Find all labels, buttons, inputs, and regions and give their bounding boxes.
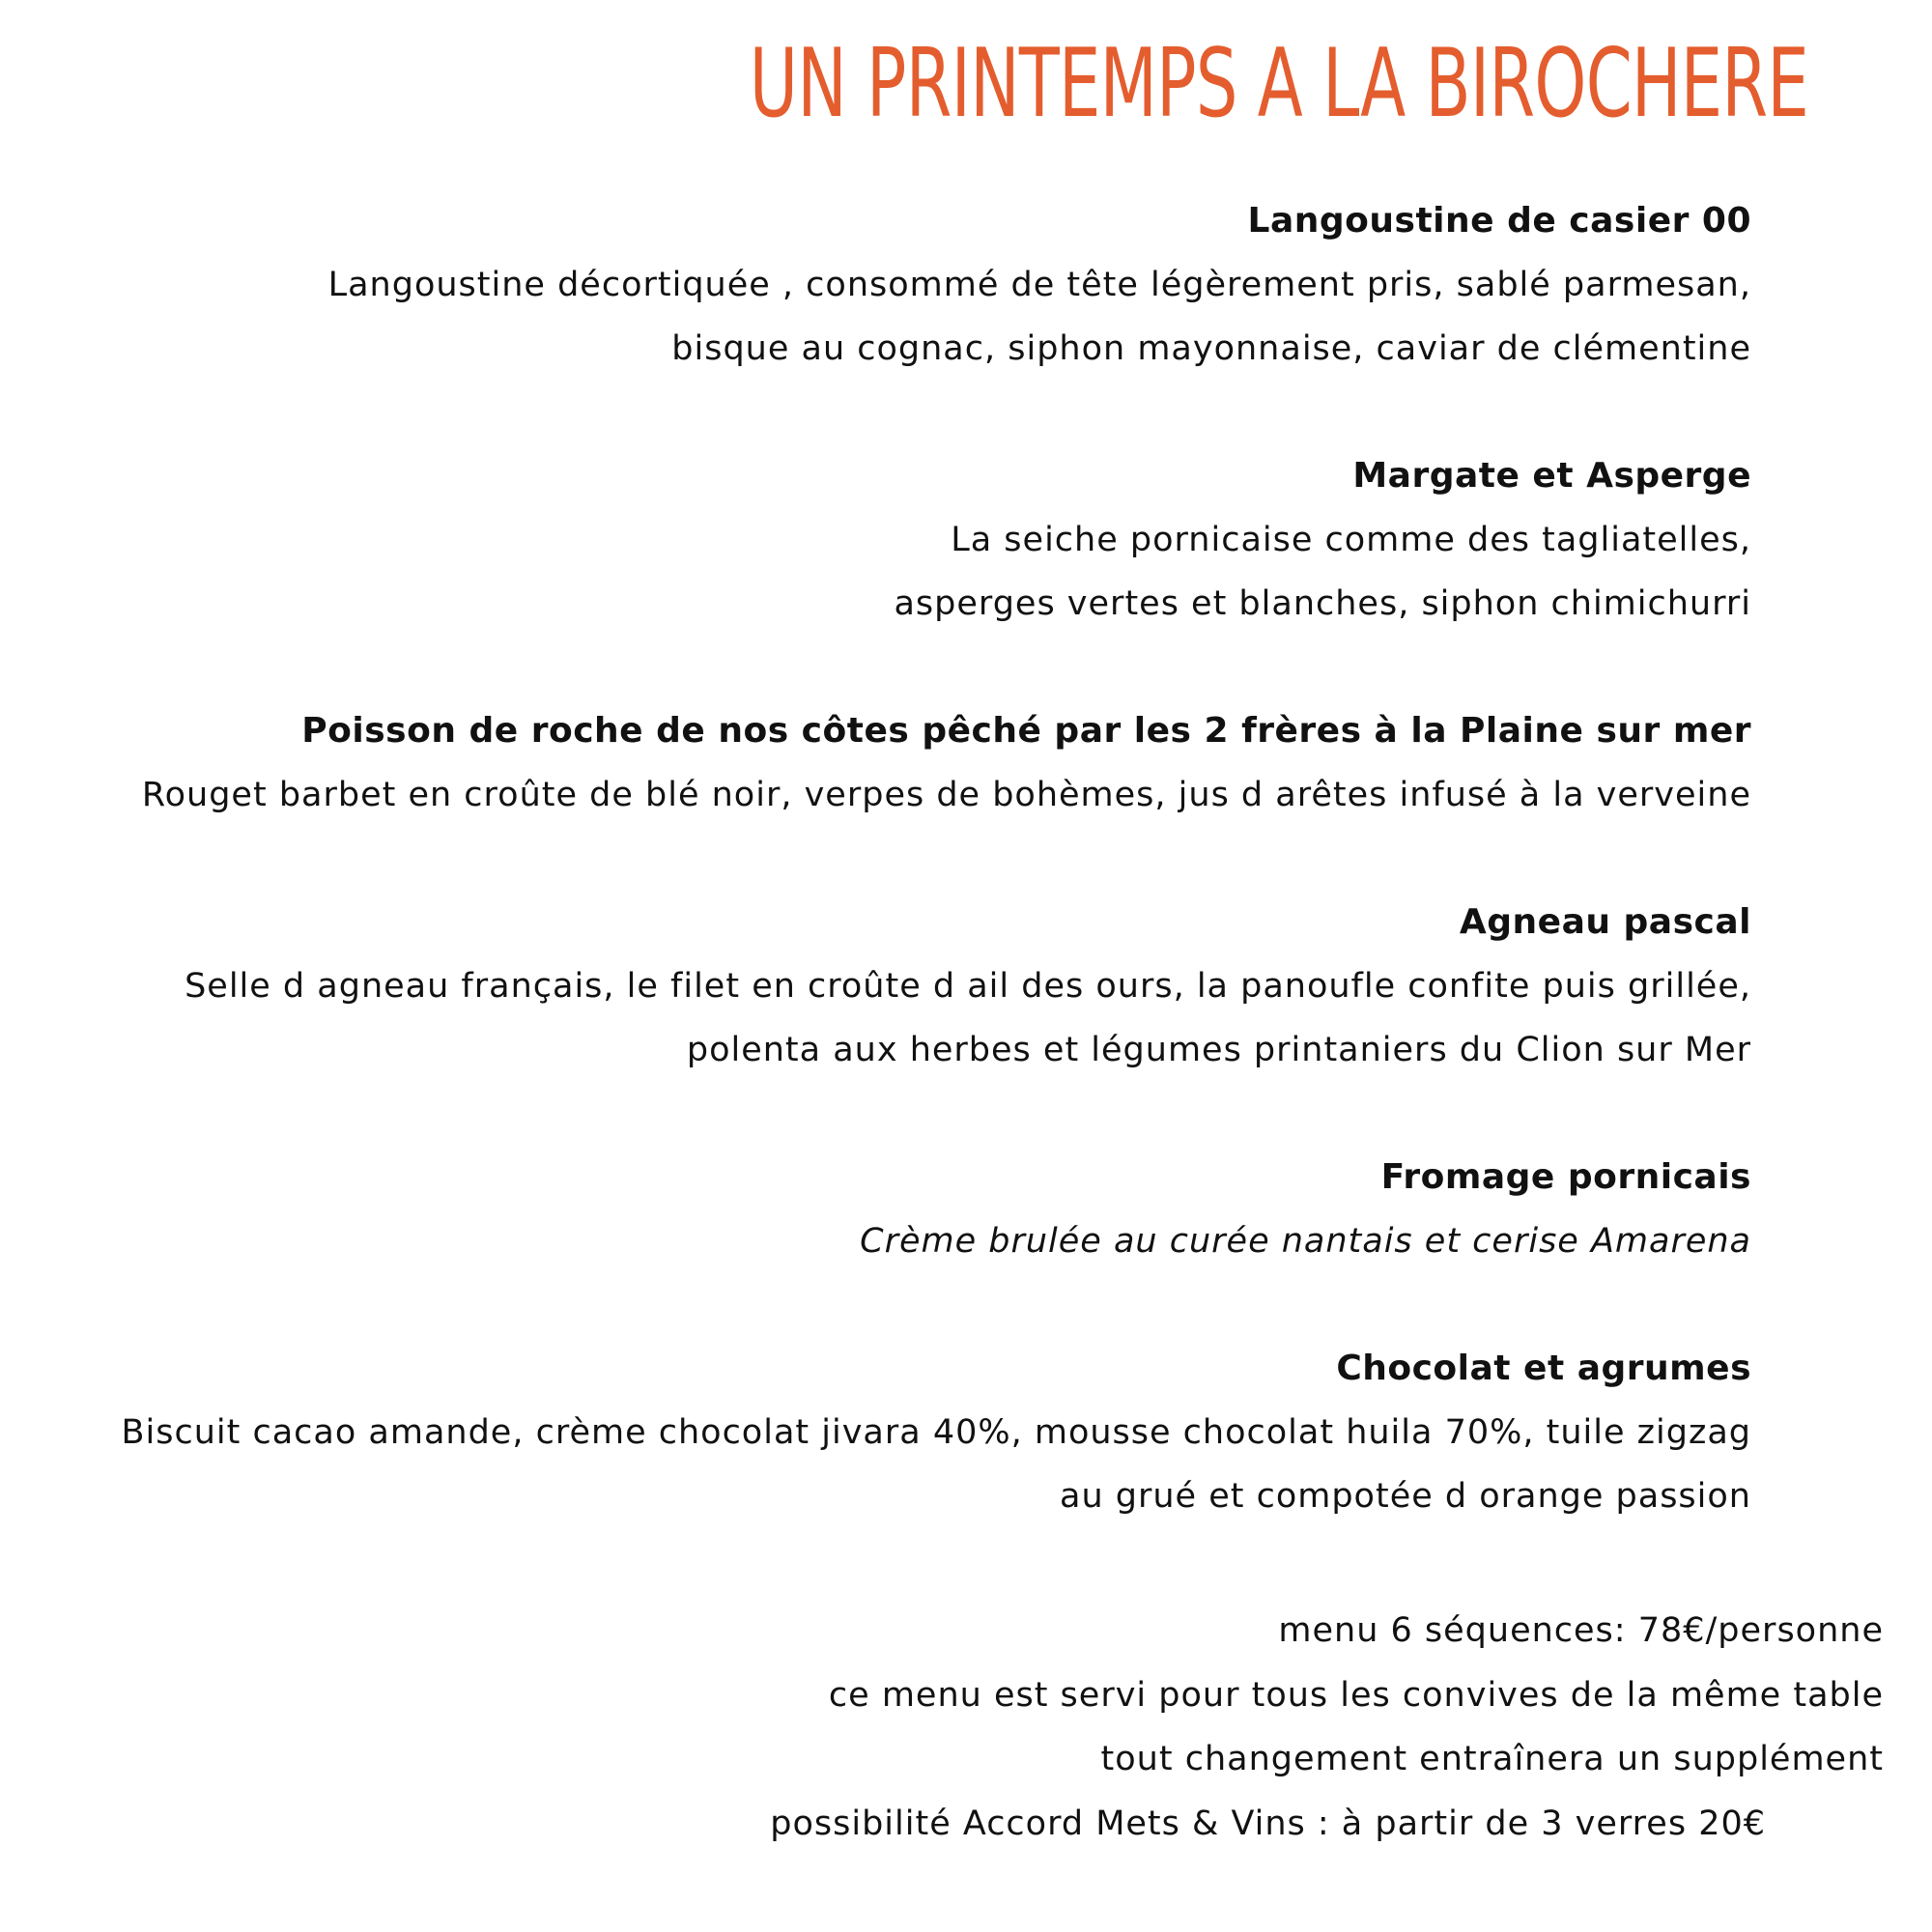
wine-pairing-note: possibilité Accord Mets & Vins : à partir de 3 verres 20€ (770, 1804, 1766, 1843)
menu-price: menu 6 séquences: 78€/personne (1278, 1611, 1884, 1650)
course-description: asperges vertes et blanches, siphon chimichurri (894, 584, 1751, 623)
course-poisson-de-roche (32, 699, 1751, 827)
menu-footer (145, 1599, 1884, 1856)
course-fromage-pornicais (32, 1146, 1751, 1273)
course-name: Agneau pascal (1459, 902, 1751, 942)
course-name: Margate et Asperge (1352, 456, 1751, 496)
course-description: polenta aux herbes et légumes printaniers du Clion sur Mer (686, 1031, 1751, 1069)
course-description: bisque au cognac, siphon mayonnaise, caviar de clémentine (671, 329, 1751, 368)
course-description: au grué et compotée d orange passion (1060, 1477, 1751, 1516)
course-name: Fromage pornicais (1380, 1157, 1751, 1197)
course-name: Poisson de roche de nos côtes pêché par les 2 frères à la Plaine sur mer (301, 711, 1751, 751)
course-langoustine (32, 189, 1751, 381)
course-agneau-pascal (32, 891, 1751, 1082)
course-description: Selle d agneau français, le filet en croûte d ail des ours, la panoufle confite puis grillée, (185, 967, 1751, 1006)
supplement-note: tout changement entraînera un supplément (1100, 1740, 1884, 1778)
course-name: Langoustine de casier 00 (1247, 201, 1751, 241)
course-description: Crème brulée au curée nantais et cerise Amarena (860, 1222, 1751, 1261)
course-chocolat-agrumes (32, 1337, 1751, 1528)
menu-title: UN PRINTEMPS A LA BIROCHERE (749, 29, 1808, 139)
course-name: Chocolat et agrumes (1336, 1349, 1751, 1388)
course-description: Langoustine décortiquée , consommé de tête légèrement pris, sablé parmesan, (327, 266, 1751, 304)
course-description: Biscuit cacao amande, crème chocolat jivara 40%, mousse chocolat huila 70%, tuile zigzag (121, 1413, 1751, 1452)
course-description: La seiche pornicaise comme des tagliatelles, (951, 521, 1751, 559)
menu-courses (32, 189, 1751, 1592)
course-margate-asperge (32, 444, 1751, 636)
table-note: ce menu est servi pour tous les convives de la même table (828, 1675, 1884, 1715)
course-description: Rouget barbet en croûte de blé noir, verpes de bohèmes, jus d arêtes infusé à la verveine (141, 776, 1751, 814)
